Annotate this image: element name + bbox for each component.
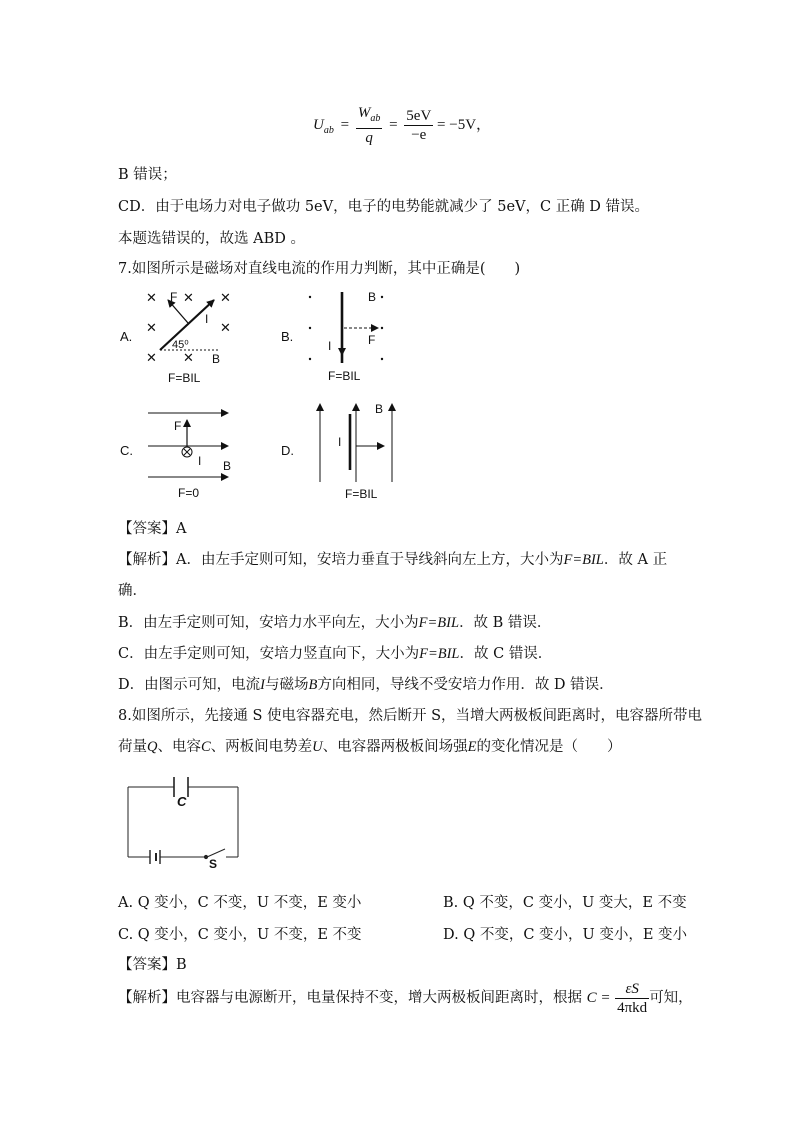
q7-analysis-d-b: B [308,677,318,693]
q7-a-b: B [212,352,221,366]
q7-figures [0,0,794,520]
q7-analysis-c [118,644,552,664]
q8-option-d[interactable]: D. Q 不变，C 变小，U 变小，E 变小 [443,927,688,943]
q7-c-f: F [174,419,182,433]
q7-analysis-c-text: C．由左手定则可知，安培力竖直向下，大小为 [118,646,420,662]
formula-uab-result: = −5V， [437,116,492,133]
q7-d-caption: F=BIL [345,487,378,501]
q7-analysis-b [118,613,551,633]
formula-uab-num2: 5eV [406,108,432,124]
q7-analysis-d-text2: 与磁场 [264,677,309,693]
formula-uab-w-sub: ab [370,113,381,124]
q7-analysis-b-text: B．由左手定则可知，安培力水平向左，大小为 [118,615,419,631]
q8-stem-2d: C [200,739,211,755]
formula-uab-den2: −e [411,127,427,143]
formula-uab-w: W [357,105,371,121]
svg-text:✕: ✕ [183,290,194,305]
svg-text:✕: ✕ [146,320,157,335]
q7-d-i: I [338,435,342,449]
q7-b-f: F [368,333,376,347]
q7-a-i: I [205,312,209,326]
q7-analysis-d-i: I [260,677,265,693]
q7-analysis-a-tail: ．故 A 正 [603,552,668,568]
q8-analysis-tail: 可知， [649,990,693,1006]
formula-uab-q: q [365,130,373,146]
q8-answer: 【答案】B [118,957,187,973]
q8-circuit-c: C [177,794,187,809]
formula-uab-lhs-sub: ab [323,124,334,136]
q7-analysis-a-formula: F=BIL [563,552,604,568]
svg-text:✕: ✕ [220,290,231,305]
formula-uab: $U_{ab}$ = $\frac{W_{ab}}{q}$ = $\frac{5eV}{-e}$ = −5V， [313,105,492,146]
q7-stem: 7.如图所示是磁场对直线电流的作用力判断，其中正确是( ) [118,261,521,277]
q7-b-i: I [328,339,332,353]
q8-stem-2h: E [467,739,477,755]
formula-uab-lhs: U [313,116,324,133]
q7-analysis-b-formula: F=BIL [418,615,460,631]
svg-text:✕: ✕ [146,350,157,365]
q7-b-caption: F=BIL [328,369,361,383]
q7-analysis-d-text1: D．由图示可知，电流 [118,677,261,693]
q8-analysis [118,978,693,1018]
q7-analysis-c-formula: F=BIL [419,646,460,662]
q8-stem-2i: 的变化情况是（ ） [476,739,622,755]
q8-formula-c-den: 4πkd [617,999,648,1016]
q8-stem-2g: 、电容器两极板间场强 [322,739,468,755]
line-cd: CD．由于电场力对电子做功 5eV，电子的电势能就减少了 5eV，C 正确 D 错误。 [118,199,650,215]
q8-analysis-text: 【解析】电容器与电源断开，电量保持不变，增大两极板间距离时，根据 [118,990,582,1006]
line-b-wrong: B 错误； [118,167,177,183]
q8-formula-c-lhs: C = [586,990,611,1006]
q7-analysis-d [118,675,614,695]
q8-stem-2c: 、电容 [157,739,201,755]
q7-b-label: B. [281,329,294,344]
q7-a-angle: 45⁰ [172,339,189,351]
svg-text:✕: ✕ [220,320,231,335]
q7-c-i: I [198,454,202,468]
q8-option-c[interactable]: C. Q 变小，C 变小，U 不变，E 不变 [118,927,362,943]
line-select: 本题选错误的，故选 ABD 。 [118,231,305,247]
q8-formula-c-num: εS [615,980,649,999]
q8-stem-2b: Q [147,739,158,755]
q7-c-label: C. [120,443,133,458]
q8-stem-2 [118,737,622,757]
q7-a-label: A. [120,329,133,344]
q8-stem-1: 8.如图所示，先接通 S 使电容器充电，然后断开 S，当增大两极板间距离时，电容器所带电 [118,708,703,724]
q7-analysis-a-text: 【解析】A．由左手定则可知，安培力垂直于导线斜向左上方，大小为 [118,552,564,568]
q7-b-b: B [368,290,377,304]
q8-stem-2a: 荷量 [118,739,147,755]
q7-analysis-b-tail: ．故 B 错误． [459,615,552,631]
q8-formula-c-fraction [615,980,649,1017]
svg-text:✕: ✕ [146,290,157,305]
q7-d-label: D. [281,443,294,458]
q7-c-caption: F=0 [178,486,200,500]
q8-circuit-s: S [209,857,218,871]
q7-d-b: B [375,402,384,416]
q8-stem-2e: 、两板间电势差 [210,739,313,755]
q7-analysis-d-text3: 方向相同，导线不受安培力作用．故 D 错误． [317,677,614,693]
q8-option-a[interactable]: A. Q 变小，C 不变，U 不变，E 变小 [118,895,362,911]
q7-a-f: F [170,290,178,304]
q8-stem-2f: U [312,739,323,755]
q7-answer: 【答案】A [118,521,187,537]
q7-analysis-a [118,550,667,570]
q7-c-b: B [223,459,232,473]
q7-analysis-c-tail: ．故 C 错误． [459,646,553,662]
q8-option-b[interactable]: B. Q 不变，C 变小，U 变大，E 不变 [443,895,687,911]
q7-a-caption: F=BIL [168,371,201,385]
q7-analysis-a2: 确． [118,583,147,599]
svg-text:✕: ✕ [183,350,194,365]
